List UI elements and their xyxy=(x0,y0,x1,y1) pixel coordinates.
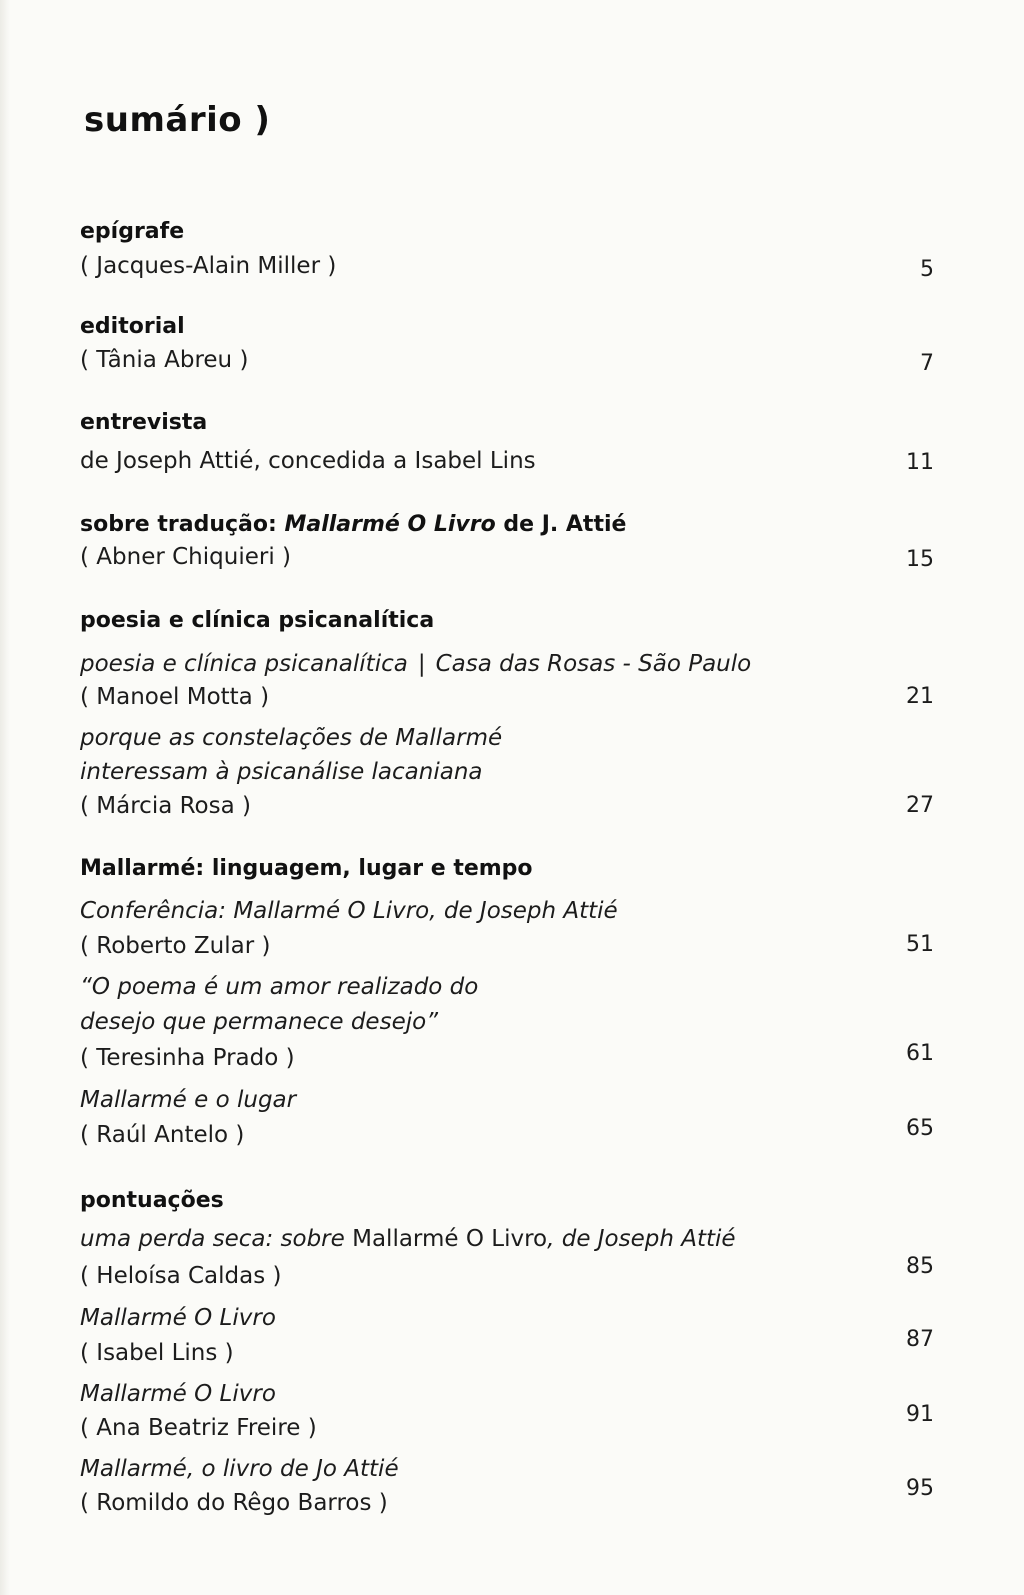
page-title: sumário ) xyxy=(84,100,271,140)
entry-author: ( Abner Chiquieri ) xyxy=(80,544,291,570)
section-heading-traducao xyxy=(80,510,950,540)
entry-title: Mallarmé O Livro xyxy=(80,1381,276,1407)
entry-title: porque as constelações de Mallarmé xyxy=(80,725,503,751)
entry-author: ( Ana Beatriz Freire ) xyxy=(80,1415,317,1441)
entry-title-continued: desejo que permanece desejo” xyxy=(80,1009,439,1035)
page-number: 65 xyxy=(906,1116,934,1141)
page-number: 21 xyxy=(906,684,934,709)
section-heading-epigrafe: epígrafe xyxy=(80,219,185,244)
entry-author: ( Teresinha Prado ) xyxy=(80,1045,295,1071)
entry-title: Mallarmé, o livro de Jo Attié xyxy=(80,1456,399,1482)
entry-author: ( Tânia Abreu ) xyxy=(80,347,249,373)
section-heading-poesia: poesia e clínica psicanalítica xyxy=(80,608,435,633)
entry-title-continued: interessam à psicanálise lacaniana xyxy=(80,759,483,785)
entry-author: ( Jacques-Alain Miller ) xyxy=(80,253,337,279)
entry-author: ( Romildo do Rêgo Barros ) xyxy=(80,1490,388,1516)
entry-title xyxy=(80,1224,950,1254)
entry-title-part: , de Joseph Attié xyxy=(547,1226,736,1252)
section-heading-entrevista: entrevista xyxy=(80,410,208,435)
page-number: 5 xyxy=(920,257,934,282)
entry-book-title: Mallarmé O Livro xyxy=(352,1226,548,1252)
page-number: 51 xyxy=(906,932,934,957)
entry-title xyxy=(80,649,950,679)
page-number: 85 xyxy=(906,1254,934,1279)
heading-part: de J. Attié xyxy=(495,512,627,537)
heading-part: sobre tradução: xyxy=(80,512,285,537)
section-heading-mallarme: Mallarmé: linguagem, lugar e tempo xyxy=(80,856,533,881)
page-number: 61 xyxy=(906,1041,934,1066)
entry-author: ( Raúl Antelo ) xyxy=(80,1122,245,1148)
entry-title: Mallarmé e o lugar xyxy=(80,1087,297,1113)
title-separator: | xyxy=(417,651,426,677)
entry-author: ( Isabel Lins ) xyxy=(80,1340,234,1366)
entry-author: ( Heloísa Caldas ) xyxy=(80,1263,282,1289)
section-heading-pontuacoes: pontuações xyxy=(80,1188,224,1213)
entry-title-part: Casa das Rosas - São Paulo xyxy=(435,651,752,677)
page-number: 15 xyxy=(906,547,934,572)
page-number: 27 xyxy=(906,793,934,818)
entry-author: ( Márcia Rosa ) xyxy=(80,793,251,819)
entry-title: Mallarmé O Livro xyxy=(80,1305,276,1331)
page-number: 95 xyxy=(906,1476,934,1501)
entry-title-part: poesia e clínica psicanalítica xyxy=(80,651,408,677)
entry-title: “O poema é um amor realizado do xyxy=(80,974,479,1000)
entry-subtitle: de Joseph Attié, concedida a Isabel Lins xyxy=(80,448,536,474)
page-edge-shadow xyxy=(0,0,10,1595)
page-number: 87 xyxy=(906,1327,934,1352)
section-heading-editorial: editorial xyxy=(80,314,185,339)
page-number: 11 xyxy=(906,450,934,475)
page-number: 7 xyxy=(920,351,934,376)
entry-title: Conferência: Mallarmé O Livro, de Joseph Attié xyxy=(80,898,618,924)
page-number: 91 xyxy=(906,1402,934,1427)
entry-author: ( Roberto Zular ) xyxy=(80,933,271,959)
entry-title-part: uma perda seca: sobre xyxy=(80,1226,353,1252)
entry-author: ( Manoel Motta ) xyxy=(80,684,270,710)
heading-book-title: Mallarmé O Livro xyxy=(284,512,496,537)
